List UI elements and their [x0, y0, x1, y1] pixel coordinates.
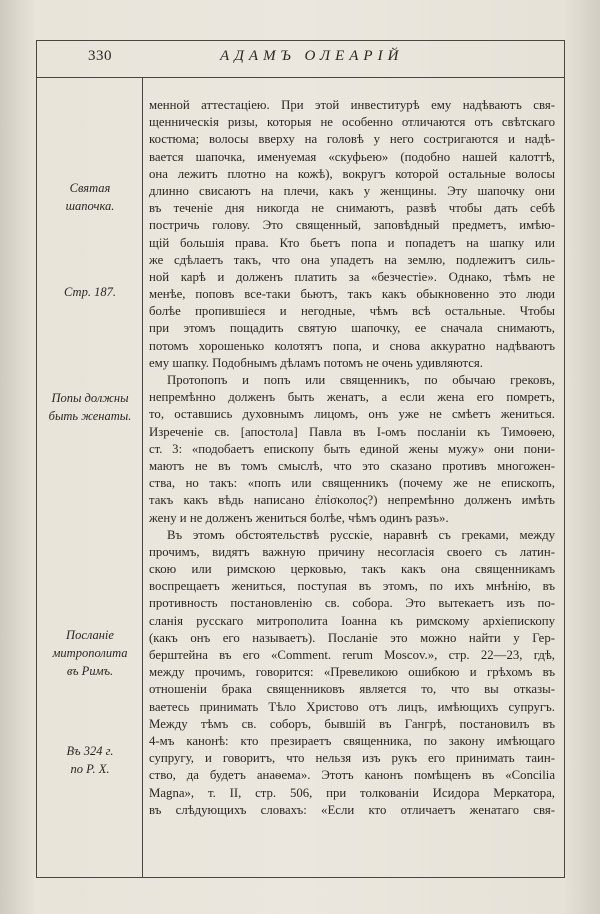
text-line: менѣе, поповъ все-таки бьютъ, такъ какъ обыкновенно это люди — [149, 287, 555, 302]
text-line: отношеніи брака священниковъ является то, что вы отказы- — [149, 682, 555, 697]
text-line: ст. 3: «подобаетъ епископу быть единой жены мужу» они пони- — [149, 441, 555, 456]
text-line: воспрещаетъ жениться, поступая въ этомъ, по ихъ мнѣнію, въ — [149, 579, 555, 594]
text-line: костюма; волосы вверху на головѣ у него состригаются и надѣ- — [149, 132, 555, 147]
text-line: при этомъ пощадить святую шапочку, ее сначала снимаютъ, — [149, 321, 555, 336]
text-line: (какъ онъ его называетъ). Посланіе это можно найти у Гер- — [149, 630, 555, 645]
text-line: непремѣнно долженъ быть женатъ, а если жена его помретъ, — [149, 390, 555, 405]
text-line: жену и не долженъ жениться болѣе, чѣмъ одинъ разъ». — [149, 510, 449, 525]
text-line: менной аттестаціею. При этой инвеститурѣ ему надѣваютъ свя- — [149, 98, 555, 112]
text-line: между прочимъ, говорится: «Превеликою ошибкою и грѣхомъ въ — [149, 665, 555, 680]
text-line: вается шапочка, именуемая «скуфьею» (подобно нашей калоттѣ, — [149, 149, 555, 164]
margin-note-year: Въ 324 г. по Р. Х. — [66, 744, 114, 776]
text-line: ства, но такъ: «попъ или священникъ (почему же не епископъ, — [149, 476, 555, 491]
text-line: противность постановленію св. собора. Это вытекаетъ изъ по- — [149, 596, 555, 611]
text-line: прочимъ, видятъ важную причину несогласія своего съ латин- — [149, 544, 555, 559]
body-text — [149, 97, 555, 819]
text-line: ваетесь принимать Тѣло Христово отъ лицъ, имѣющихъ супругъ. — [149, 699, 555, 714]
margin-note-metropolitan-epistle: Посланіе митрополита въ Римъ. — [52, 628, 128, 678]
margin-note-priests-married: Попы должны быть женаты. — [48, 391, 132, 423]
text-line: берштейна въ его «Comment. rerum Moscov.», стр. 22—23, гдѣ, — [149, 648, 555, 662]
text-line: щенническія ризы, которыя не особенно отличаются отъ свѣтскаго — [149, 115, 555, 130]
text-line: Протопопъ и попъ или священникъ, по обычаю грековъ, — [167, 373, 555, 387]
text-line: сланія русскаго митрополита Іоанна къ римскому архіепископу — [149, 613, 555, 628]
text-line: маютъ не въ томъ смыслѣ, что это сказано противъ многожен- — [149, 458, 555, 473]
text-line: такъ какъ вѣдь написано ἐπίσκοπος?) непремѣнно долженъ имѣть — [149, 493, 555, 508]
margin-note-page-ref: Стр. 187. — [64, 285, 116, 299]
text-line: Изреченіе св. [апостола] Павла въ I-омъ посланіи къ Тимоѳею, — [149, 424, 555, 439]
running-title: АДАМЪ ОЛЕАРІЙ — [220, 48, 404, 64]
text-line: же сдѣлаетъ такъ, что она упадетъ на землю, подлежитъ силь- — [149, 252, 555, 267]
margin-column-rule — [142, 77, 143, 878]
text-line: Magna», т. II, стр. 506, при толкованіи Исидора Меркатора, — [149, 785, 555, 800]
text-line: болѣе пропившіеся и негодные, чѣмъ всѣ остальные. Чтобы — [149, 304, 555, 319]
text-line: потомъ хорошенько колотятъ попа, и снова аккуратно надѣваютъ — [149, 338, 555, 353]
text-line: Между тѣмъ св. соборъ, бывшій въ Гангрѣ, постановилъ въ — [149, 716, 555, 731]
text-line: скою или римскою церковью, такъ какъ она священникамъ — [149, 562, 555, 577]
text-line: ство, да будетъ анаѳема». Этотъ канонъ помѣщенъ въ «Concilia — [149, 768, 555, 783]
text-line: въ слѣдующихъ словахъ: «Если кто отличаетъ женатаго свя- — [149, 802, 555, 817]
text-line: 4-мъ канонѣ: кто презираетъ священника, по закону имѣющаго — [149, 733, 555, 748]
text-line: ной карѣ и долженъ платить за «безчестіе». Однако, тѣмъ не — [149, 269, 555, 284]
text-line: ему шапку. Подобнымъ дѣламъ потомъ не очень удивляются. — [149, 355, 483, 370]
text-line: щій большія права. Кто бьетъ попа и попадетъ на шапку или — [149, 235, 555, 250]
text-line: постричь голову. Это священный, заповѣдный предметъ, имѣю- — [149, 218, 555, 233]
text-line: въ теченіе дня никогда не снимаютъ, развѣ чтобы дать себѣ — [149, 201, 555, 216]
text-line: супругу, и говоритъ, что нельзя изъ рукъ его принимать таин- — [149, 751, 555, 766]
margin-note-holy-cap: Святая шапочка. — [65, 181, 115, 213]
text-line: то, оставшись духовнымъ лицомъ, онъ уже не смѣетъ жениться. — [149, 407, 555, 422]
text-line: длинно свисаютъ на плечи, какъ у женщины. Эту шапочку они — [149, 183, 555, 198]
page-number: 330 — [88, 48, 112, 64]
text-line: она лежитъ плотно на кожѣ), вокругъ которой остальные волосы — [149, 166, 555, 181]
header-rule — [36, 77, 565, 78]
text-line: Въ этомъ обстоятельствѣ русскіе, наравнѣ съ греками, между — [167, 527, 555, 542]
